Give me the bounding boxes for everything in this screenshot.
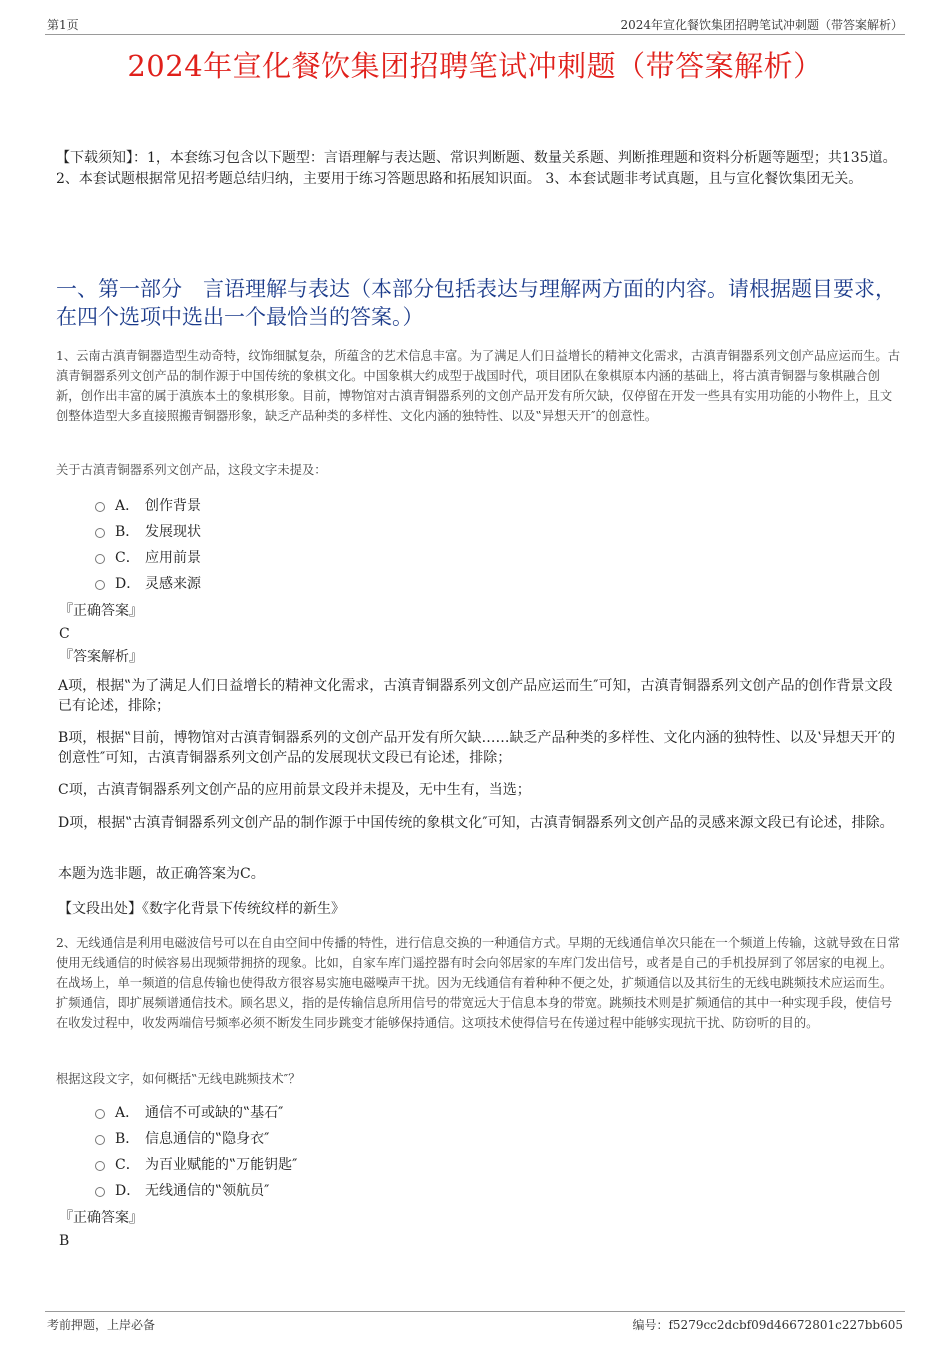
question-2-answer-block (59, 1207, 143, 1253)
radio-icon[interactable] (95, 1109, 105, 1119)
page-header (45, 14, 905, 35)
question-1-passage: 1、云南古滇青铜器造型生动奇特，纹饰细腻复杂，所蕴含的艺术信息丰富。为了满足人们日益增长的精神文化需求，古滇青铜器系列文创产品应运而生。古滇青铜器系列文创产品的制作源于中国传统的象棋文化。中国象棋大约成型于战国时代，项目团队在象棋原本内涵的基础上，将古滇青铜器与象棋融合创新，创作出丰富的属于滇族本土的象棋形象。目前，博物馆对古滇青铜器系列的文创产品开发有所欠缺，仅停留在开发一些具有实用功能的小物件上，且文创整体造型大多直接照搬青铜器形象，缺乏产品种类的多样性、文化内涵的独特性、以及‟异想天开″的创意性。 (56, 349, 901, 423)
section-heading: 一、第一部分 言语理解与表达（本部分包括表达与理解两方面的内容。请根据题目要求，在四个选项中选出一个最恰当的答案。） (56, 277, 896, 329)
page-footer (45, 1311, 905, 1340)
option-text: 无线通信的‟领航员″ (145, 1183, 270, 1199)
footer-slogan: 考前押题，上岸必备 (47, 1318, 156, 1332)
radio-icon[interactable] (95, 528, 105, 538)
option-d[interactable] (95, 570, 201, 596)
question-1-answer-block (59, 600, 143, 669)
option-letter: B． (115, 1131, 140, 1147)
question-2-passage: 2、无线通信是利用电磁波信号可以在自由空间中传播的特性，进行信息交换的一种通信方式。早期的无线通信单次只能在一个频道上传输，这就导致在日常使用无线通信的时候容易出现频带拥挤的现象。比如，自家车库门遥控器有时会向邻居家的车库门发出信号，或者是自己的手机投屏到了邻居家的电视上。在战场上，单一频道的信息传输也使得敌方很容易实施电磁噪声干扰。因为无线通信有着种种不便之处，扩频通信以及其衍生的无线电跳频技术应运而生。扩频通信，即扩展频谱通信技术。顾名思义，指的是传输信息所用信号的带宽远大于信息本身的带宽。跳频技术则是扩频通信的其中一种实现手段，使信号在收发过程中，收发两端信号频率必须不断发生同步跳变才能够保持通信。这项技术使得信号在传递过程中能够实现抗干扰、防窃听的目的。 (56, 936, 901, 1030)
radio-icon[interactable] (95, 1161, 105, 1171)
radio-icon[interactable] (95, 580, 105, 590)
option-text: 为百业赋能的‟万能钥匙″ (145, 1157, 298, 1173)
option-c[interactable] (95, 1151, 297, 1177)
document-title: 2024年宣化餐饮集团招聘笔试冲刺题（带答案解析） (127, 49, 823, 83)
header-doc-title: 2024年宣化餐饮集团招聘笔试冲刺题（带答案解析） (620, 18, 903, 32)
radio-icon[interactable] (95, 502, 105, 512)
option-letter: C． (115, 550, 140, 566)
option-text: 信息通信的‟隐身衣″ (145, 1131, 270, 1147)
explanation-conclusion: 本题为选非题，故正确答案为C。 (58, 866, 265, 882)
question-1-options (95, 492, 201, 596)
correct-answer: C (59, 626, 70, 642)
option-text: 创作背景 (145, 498, 201, 514)
option-letter: C． (115, 1157, 140, 1173)
option-b[interactable] (95, 1125, 297, 1151)
option-b[interactable] (95, 518, 201, 544)
radio-icon[interactable] (95, 554, 105, 564)
radio-icon[interactable] (95, 1187, 105, 1197)
source-citation: 【文段出处】《数字化背景下传统纹样的新生》 (58, 901, 345, 917)
option-a[interactable] (95, 1099, 297, 1125)
explanation-c: C项，古滇青铜器系列文创产品的应用前景文段并未提及，无中生有，当选； (58, 782, 531, 798)
option-text: 应用前景 (145, 550, 201, 566)
page-number: 第1页 (47, 18, 79, 32)
option-letter: D． (115, 1183, 141, 1199)
answer-label: 『正确答案』 (59, 603, 143, 619)
analysis-label: 『答案解析』 (59, 649, 143, 665)
option-letter: A． (115, 1105, 140, 1121)
answer-label: 『正确答案』 (59, 1210, 143, 1226)
explanation-b: B项，根据‟目前，博物馆对古滇青铜器系列的文创产品开发有所欠缺……缺乏产品种类的多样性、文化内涵的独特性、以及‛异想天开′的创意性″可知，古滇青铜器系列文创产品的发展现状文段已有论述，排除； (58, 730, 896, 766)
option-text: 通信不可或缺的‟基石″ (145, 1105, 284, 1121)
option-text: 发展现状 (145, 524, 201, 540)
download-notice: 【下载须知】：1，本套练习包含以下题型：言语理解与表达题、常识判断题、数量关系题、判断推理题和资料分析题等题型；共135道。 2、本套试题根据常见招考题总结归纳，主要用于练习答题思路和拓展知识面。 3、本套试题非考试真题，且与宣化餐饮集团无关。 (56, 150, 897, 187)
option-d[interactable] (95, 1177, 297, 1203)
option-c[interactable] (95, 544, 201, 570)
question-2-stem: 根据这段文字，如何概括‟无线电跳频技术″？ (56, 1072, 301, 1086)
question-2-options (95, 1099, 297, 1203)
document-id: 编号：f5279cc2dcbf09d46672801c227bb605 (632, 1318, 903, 1332)
explanation-d: D项，根据‟古滇青铜器系列文创产品的制作源于中国传统的象棋文化″可知，古滇青铜器系列文创产品的灵感来源文段已有论述，排除。 (58, 815, 894, 831)
question-1-stem: 关于古滇青铜器系列文创产品，这段文字未提及： (56, 463, 327, 477)
option-a[interactable] (95, 492, 201, 518)
option-letter: D． (115, 576, 141, 592)
radio-icon[interactable] (95, 1135, 105, 1145)
option-text: 灵感来源 (145, 576, 201, 592)
option-letter: A． (115, 498, 140, 514)
option-letter: B． (115, 524, 140, 540)
correct-answer: B (59, 1233, 70, 1249)
explanation-a: A项，根据‟为了满足人们日益增长的精神文化需求，古滇青铜器系列文创产品应运而生″可知，古滇青铜器系列文创产品的创作背景文段已有论述，排除； (58, 678, 893, 714)
